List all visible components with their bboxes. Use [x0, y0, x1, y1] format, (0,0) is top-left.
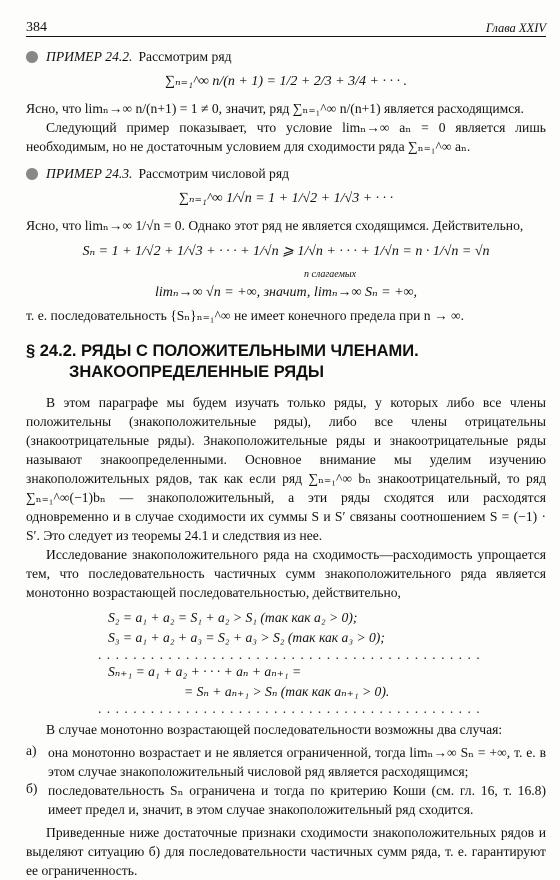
page-header [26, 0, 546, 37]
example-bullet-icon [26, 51, 38, 63]
list-item-marker: б) [26, 781, 38, 796]
equation-array [98, 608, 546, 716]
list-item-text: она монотонно возрастает и не является ограниченной, тогда limₙ→∞ Sₙ = +∞, т. е. в этом случае знакоположительный числовой ряд является расходящимся; [48, 745, 546, 779]
example-label: ПРИМЕР 24.2. [46, 49, 133, 64]
dots-separator: . . . . . . . . . . . . . . . . . . . . . . . . . . . . . . . . . . . . . . . . . . . . [98, 648, 481, 662]
equation-row: = Sₙ + aₙ₊₁ > Sₙ (так как aₙ₊₁ > 0). [184, 684, 390, 699]
list-item-marker: а) [26, 743, 37, 758]
list-item [26, 781, 546, 819]
section-title [26, 341, 546, 383]
section-title-line: ЗНАКООПРЕДЕЛЕННЫЕ РЯДЫ [69, 363, 325, 381]
cases-list [26, 743, 546, 819]
paragraph: Следующий пример показывает, что условие limₙ→∞ aₙ = 0 является лишь необходимым, но не достаточным условием для сходимости ряда ∑ₙ₌₁^∞ aₙ. [26, 120, 546, 154]
paragraph: Исследование знакоположительного ряда на сходимость—расходимость упрощается тем, что последовательность частичных сумм знакоположительного ряда является монотонно возрастающей последовательностью, действительно, [26, 547, 546, 600]
equation-row: S₂ = a₁ + a₂ = S₁ + a₂ > S₁ (так как a₂ > 0); [108, 610, 358, 625]
chapter-title: Глава XXIV [485, 21, 546, 35]
paragraph: В случае монотонно возрастающей последовательности возможны два случая: [46, 722, 503, 737]
paragraph: В этом параграфе мы будем изучать только ряды, у которых либо все члены положительны (знакоположительные ряды), либо все члены отрицательны (знакоотрицательные ряды). Знакоположительные ряды и знакоотрицательные ряды называют знакоопределенными. Основное внимание мы уделим изучению знакоположительных рядов, так как если ряд ∑ₙ₌₁^∞ bₙ знакоотрицательный, то ряд ∑ₙ₌₁^∞(−1)bₙ — знакоположительный, а эти ряды сходятся или расходятся одновременно и в случае сходимости их суммы S и S′ связаны соотношением S = (−1) · S′. Это следует из теоремы 24.1 и следствия из нее. [26, 395, 546, 543]
paragraph: Приведенные ниже достаточные признаки сходимости знакоположительных рядов и выделяют ситуацию б) для последовательности частичных сумм ряда, т. е. гарантируют ее ограниченность. [26, 825, 546, 878]
list-item [26, 743, 546, 781]
formula: ∑ₙ₌₁^∞ 1/√n = 1 + 1/√2 + 1/√3 + · · · [178, 191, 394, 206]
example-bullet-icon [26, 168, 38, 180]
formula: limₙ→∞ √n = +∞, значит, limₙ→∞ Sₙ = +∞, [154, 285, 418, 300]
equation-row: S₃ = a₁ + a₂ + a₃ = S₂ + a₃ > S₂ (так как a₃ > 0); [108, 630, 385, 645]
equation-row: Sₙ₊₁ = a₁ + a₂ + · · · + aₙ + aₙ₊₁ = [108, 664, 302, 679]
example-label: ПРИМЕР 24.3. [46, 166, 133, 181]
underbrace-caption: n слагаемых [303, 269, 357, 280]
paragraph: т. е. последовательность {Sₙ}ₙ₌₁^∞ не имеет конечного предела при n → ∞. [26, 308, 465, 323]
paragraph: Ясно, что limₙ→∞ n/(n+1) = 1 ≠ 0, значит, ряд ∑ₙ₌₁^∞ n/(n+1) является расходящимся. [26, 101, 524, 116]
example-24-3-heading [26, 166, 546, 182]
dots-separator: . . . . . . . . . . . . . . . . . . . . . . . . . . . . . . . . . . . . . . . . . . . . [98, 702, 481, 716]
example-intro: Рассмотрим числовой ряд [138, 166, 290, 181]
section-title-line: § 24.2. РЯДЫ С ПОЛОЖИТЕЛЬНЫМИ ЧЛЕНАМИ. [26, 342, 419, 360]
example-24-2-heading [26, 49, 546, 65]
formula: Sₙ = 1 + 1/√2 + 1/√3 + · · · + 1/√n ⩾ 1/√n + · · · + 1/√n = n · 1/√n = √n [82, 244, 490, 259]
page-number: 384 [26, 20, 47, 35]
formula: ∑ₙ₌₁^∞ n/(n + 1) = 1/2 + 2/3 + 3/4 + · · · . [165, 74, 407, 89]
paragraph: Ясно, что limₙ→∞ 1/√n = 0. Однако этот ряд не является сходящимся. Действительно, [26, 218, 524, 233]
list-item-text: последовательность Sₙ ограничена и тогда по критерию Коши (см. гл. 16, т. 16.8) имеет предел и, значит, в этом случае знакоположительный ряд сходится. [48, 783, 546, 817]
example-intro: Рассмотрим ряд [138, 49, 232, 64]
